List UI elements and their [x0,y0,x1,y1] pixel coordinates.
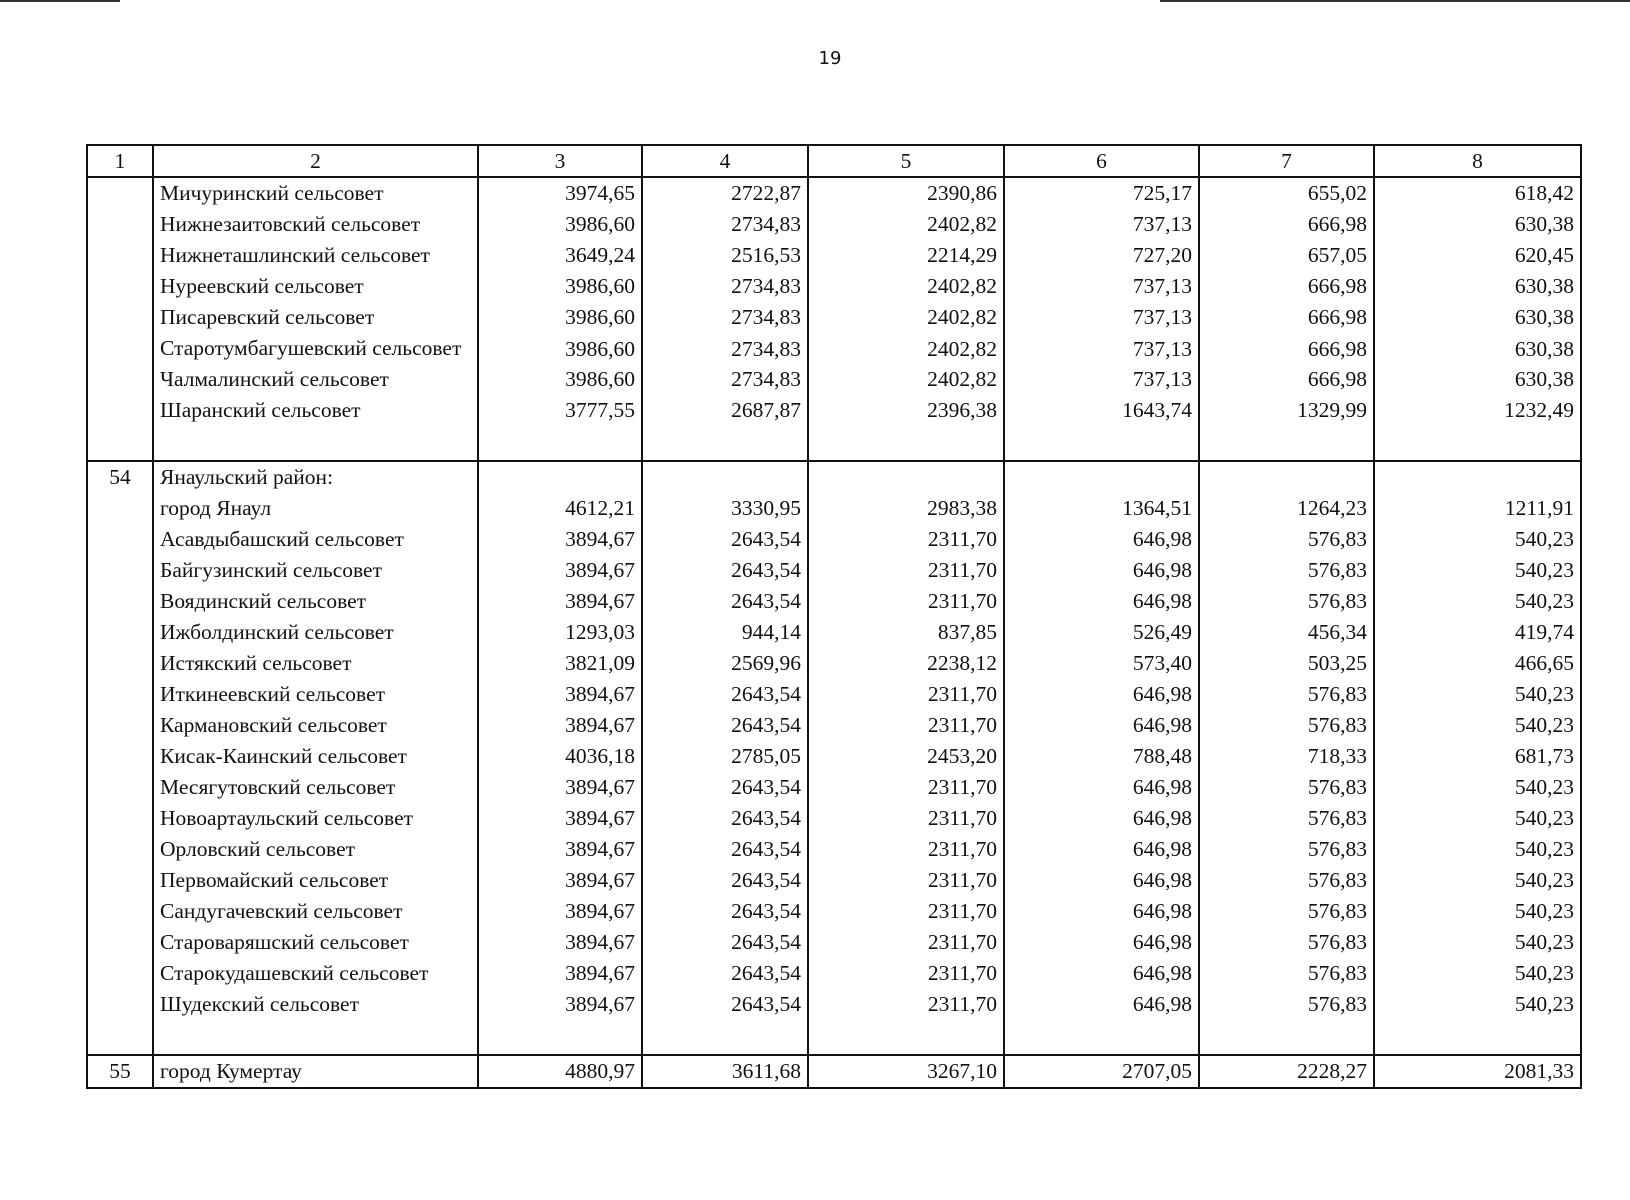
spacer-cell [153,1020,478,1055]
spacer-cell [87,1020,153,1055]
table-row [87,364,1581,395]
value-col-5: 837,85 [808,617,1004,648]
row-name: город Янаул [153,493,478,524]
value-col-7: 576,83 [1199,927,1374,958]
row-index [87,177,153,209]
value-col-3: 3894,67 [478,927,642,958]
value-col-3: 3894,67 [478,772,642,803]
row-name: Чалмалинский сельсовет [153,364,478,395]
row-index [87,364,153,395]
value-col-8: 630,38 [1374,364,1581,395]
spacer-cell [1374,426,1581,461]
table-row [87,177,1581,209]
value-col-4: 2785,05 [642,741,808,772]
value-col-7: 576,83 [1199,989,1374,1020]
value-col-6: 788,48 [1004,741,1199,772]
table-row [87,586,1581,617]
value-col-8: 630,38 [1374,209,1581,240]
row-index [87,989,153,1020]
value-col-5: 2311,70 [808,555,1004,586]
value-col-3: 3894,67 [478,710,642,741]
value-col-5: 2402,82 [808,364,1004,395]
spacer-cell [1004,1020,1199,1055]
row-name: Нижнезаитовский сельсовет [153,209,478,240]
spacer-cell [642,426,808,461]
value-col-3: 3894,67 [478,524,642,555]
value-col-6: 737,13 [1004,364,1199,395]
value-col-7: 576,83 [1199,958,1374,989]
value-col-5: 2311,70 [808,772,1004,803]
value-col-8: 540,23 [1374,958,1581,989]
table-row [87,989,1581,1020]
value-col-8: 540,23 [1374,710,1581,741]
value-col-7: 576,83 [1199,679,1374,710]
row-index [87,617,153,648]
top-edge-line-right [1160,0,1630,2]
value-col-4: 944,14 [642,617,808,648]
value-col-6: 646,98 [1004,710,1199,741]
table-row [87,617,1581,648]
value-col-3: 3894,67 [478,555,642,586]
data-table [86,144,1582,1089]
row-index [87,209,153,240]
value-col-6: 646,98 [1004,524,1199,555]
table-row [87,271,1581,302]
value-col-6: 573,40 [1004,648,1199,679]
value-col-5: 2402,82 [808,209,1004,240]
value-col-8: 1232,49 [1374,395,1581,426]
value-col-7: 666,98 [1199,271,1374,302]
row-name: Мичуринский сельсовет [153,177,478,209]
value-col-3: 3974,65 [478,177,642,209]
row-index [87,240,153,271]
value-col-4: 2734,83 [642,271,808,302]
row-index [87,803,153,834]
table-row [87,834,1581,865]
value-col-4: 2643,54 [642,958,808,989]
row-index [87,555,153,586]
spacer-cell [153,426,478,461]
value-col-4: 2643,54 [642,989,808,1020]
value-col-6: 727,20 [1004,240,1199,271]
value-col-3: 3649,24 [478,240,642,271]
value-col-3: 3894,67 [478,803,642,834]
value-col-8: 540,23 [1374,834,1581,865]
table-row [87,958,1581,989]
spacer-row [87,1020,1581,1055]
value-col-8: 618,42 [1374,177,1581,209]
value-col-8: 620,45 [1374,240,1581,271]
row-index [87,710,153,741]
value-col-8: 630,38 [1374,302,1581,333]
row-index [87,679,153,710]
value-col-4: 2643,54 [642,865,808,896]
table-row [87,209,1581,240]
row-name: Кармановский сельсовет [153,710,478,741]
value-col-7: 1264,23 [1199,493,1374,524]
value-col-5: 2311,70 [808,679,1004,710]
value-col-3: 4036,18 [478,741,642,772]
value-col-6: 646,98 [1004,896,1199,927]
value-col-5: 2311,70 [808,865,1004,896]
value-col-6: 646,98 [1004,586,1199,617]
value-col-5: 2402,82 [808,302,1004,333]
value-col-6: 725,17 [1004,177,1199,209]
row-index [87,958,153,989]
value-col-3: 3986,60 [478,209,642,240]
value-col-7: 666,98 [1199,333,1374,364]
page-number: 19 [818,48,842,69]
value-col-4: 2734,83 [642,364,808,395]
value-col-3 [478,461,642,493]
value-col-6: 646,98 [1004,679,1199,710]
value-col-8: 466,65 [1374,648,1581,679]
row-name: Нуреевский сельсовет [153,271,478,302]
value-col-4: 3330,95 [642,493,808,524]
row-name: Асавдыбашский сельсовет [153,524,478,555]
value-col-7: 576,83 [1199,896,1374,927]
header-col-7: 7 [1199,145,1374,177]
value-col-8: 540,23 [1374,679,1581,710]
row-index: 55 [87,1055,153,1088]
table-row [87,1055,1581,1088]
value-col-5: 2238,12 [808,648,1004,679]
table-row [87,493,1581,524]
value-col-5: 2311,70 [808,803,1004,834]
value-col-5: 2311,70 [808,989,1004,1020]
value-col-3: 4612,21 [478,493,642,524]
value-col-3: 3894,67 [478,958,642,989]
value-col-6: 2707,05 [1004,1055,1199,1088]
row-index [87,648,153,679]
value-col-4: 2516,53 [642,240,808,271]
value-col-3: 3821,09 [478,648,642,679]
value-col-8: 540,23 [1374,524,1581,555]
value-col-7: 666,98 [1199,364,1374,395]
value-col-4: 3611,68 [642,1055,808,1088]
value-col-4: 2643,54 [642,586,808,617]
value-col-6: 737,13 [1004,209,1199,240]
row-index [87,772,153,803]
row-name: Первомайский сельсовет [153,865,478,896]
value-col-6: 737,13 [1004,271,1199,302]
value-col-4: 2643,54 [642,772,808,803]
value-col-8: 540,23 [1374,772,1581,803]
value-col-8: 540,23 [1374,865,1581,896]
row-name: Нижнеташлинский сельсовет [153,240,478,271]
row-name: Писаревский сельсовет [153,302,478,333]
value-col-8: 540,23 [1374,586,1581,617]
value-col-3: 3894,67 [478,679,642,710]
value-col-3: 3986,60 [478,302,642,333]
value-col-7: 576,83 [1199,803,1374,834]
table-row [87,772,1581,803]
table-row [87,896,1581,927]
table-body [87,177,1581,1088]
value-col-4: 2722,87 [642,177,808,209]
value-col-7: 576,83 [1199,865,1374,896]
value-col-6: 646,98 [1004,865,1199,896]
value-col-5: 2311,70 [808,834,1004,865]
row-index [87,865,153,896]
value-col-7: 657,05 [1199,240,1374,271]
value-col-3: 1293,03 [478,617,642,648]
value-col-6: 646,98 [1004,834,1199,865]
header-col-1: 1 [87,145,153,177]
table-row [87,927,1581,958]
value-col-3: 3894,67 [478,834,642,865]
value-col-4: 2734,83 [642,333,808,364]
value-col-7: 503,25 [1199,648,1374,679]
spacer-cell [808,426,1004,461]
header-col-4: 4 [642,145,808,177]
value-col-8: 2081,33 [1374,1055,1581,1088]
value-col-6 [1004,461,1199,493]
table-row [87,555,1581,586]
row-name: Старотумбагушевский сельсовет [153,333,478,364]
value-col-6: 1643,74 [1004,395,1199,426]
table-row [87,648,1581,679]
value-col-8: 540,23 [1374,803,1581,834]
value-col-4 [642,461,808,493]
value-col-6: 646,98 [1004,989,1199,1020]
value-col-7: 2228,27 [1199,1055,1374,1088]
value-col-8: 540,23 [1374,555,1581,586]
row-name: Орловский сельсовет [153,834,478,865]
value-col-5: 2311,70 [808,586,1004,617]
value-col-5: 2214,29 [808,240,1004,271]
row-name: Шудекский сельсовет [153,989,478,1020]
value-col-4: 2734,83 [642,302,808,333]
row-name: Старокудашевский сельсовет [153,958,478,989]
value-col-7: 576,83 [1199,586,1374,617]
table-row [87,240,1581,271]
header-col-8: 8 [1374,145,1581,177]
value-col-4: 2643,54 [642,927,808,958]
value-col-8: 630,38 [1374,333,1581,364]
row-name: Воядинский сельсовет [153,586,478,617]
value-col-4: 2643,54 [642,834,808,865]
row-index [87,333,153,364]
value-col-8: 419,74 [1374,617,1581,648]
value-col-4: 2643,54 [642,896,808,927]
value-col-7: 666,98 [1199,209,1374,240]
value-col-4: 2643,54 [642,524,808,555]
value-col-5: 2311,70 [808,524,1004,555]
row-index [87,741,153,772]
header-col-6: 6 [1004,145,1199,177]
value-col-6: 737,13 [1004,333,1199,364]
table-row [87,710,1581,741]
table-row [87,865,1581,896]
spacer-cell [808,1020,1004,1055]
value-col-3: 3986,60 [478,271,642,302]
value-col-7: 576,83 [1199,834,1374,865]
spacer-cell [1199,426,1374,461]
row-index [87,524,153,555]
value-col-5 [808,461,1004,493]
value-col-3: 3894,67 [478,989,642,1020]
header-col-3: 3 [478,145,642,177]
value-col-5: 2402,82 [808,271,1004,302]
value-col-7: 718,33 [1199,741,1374,772]
row-index [87,271,153,302]
value-col-4: 2643,54 [642,803,808,834]
row-name: Истякский сельсовет [153,648,478,679]
value-col-5: 2396,38 [808,395,1004,426]
value-col-6: 1364,51 [1004,493,1199,524]
value-col-7: 456,34 [1199,617,1374,648]
value-col-5: 2311,70 [808,958,1004,989]
row-name: город Кумертау [153,1055,478,1088]
row-name: Иткинеевский сельсовет [153,679,478,710]
table-row [87,679,1581,710]
value-col-7: 576,83 [1199,772,1374,803]
value-col-6: 646,98 [1004,772,1199,803]
value-col-3: 3894,67 [478,896,642,927]
row-name: Янаульский район: [153,461,478,493]
value-col-5: 2402,82 [808,333,1004,364]
row-name: Сандугачевский сельсовет [153,896,478,927]
table-row [87,333,1581,364]
row-index: 54 [87,461,153,493]
value-col-4: 2643,54 [642,679,808,710]
value-col-4: 2734,83 [642,209,808,240]
value-col-5: 2311,70 [808,927,1004,958]
header-col-2: 2 [153,145,478,177]
value-col-7: 666,98 [1199,302,1374,333]
value-col-8: 1211,91 [1374,493,1581,524]
value-col-7: 655,02 [1199,177,1374,209]
value-col-3: 3986,60 [478,364,642,395]
value-col-4: 2569,96 [642,648,808,679]
header-row [87,145,1581,177]
value-col-8: 540,23 [1374,896,1581,927]
row-index [87,896,153,927]
table-row [87,741,1581,772]
spacer-cell [87,426,153,461]
table-row [87,395,1581,426]
spacer-cell [1004,426,1199,461]
value-col-4: 2687,87 [642,395,808,426]
row-name: Шаранский сельсовет [153,395,478,426]
table-row [87,803,1581,834]
row-name: Байгузинский сельсовет [153,555,478,586]
row-index [87,395,153,426]
value-col-6: 646,98 [1004,958,1199,989]
value-col-6: 526,49 [1004,617,1199,648]
spacer-row [87,426,1581,461]
value-col-3: 4880,97 [478,1055,642,1088]
value-col-5: 2311,70 [808,896,1004,927]
value-col-8: 540,23 [1374,927,1581,958]
value-col-4: 2643,54 [642,555,808,586]
value-col-5: 3267,10 [808,1055,1004,1088]
spacer-cell [478,1020,642,1055]
value-col-7: 576,83 [1199,524,1374,555]
row-name: Новоартаульский сельсовет [153,803,478,834]
value-col-3: 3777,55 [478,395,642,426]
value-col-3: 3986,60 [478,333,642,364]
value-col-5: 2390,86 [808,177,1004,209]
value-col-8 [1374,461,1581,493]
row-name: Кисак-Каинский сельсовет [153,741,478,772]
value-col-4: 2643,54 [642,710,808,741]
value-col-6: 646,98 [1004,555,1199,586]
spacer-cell [1199,1020,1374,1055]
value-col-8: 630,38 [1374,271,1581,302]
row-index [87,834,153,865]
value-col-7 [1199,461,1374,493]
row-name: Староваряшский сельсовет [153,927,478,958]
value-col-3: 3894,67 [478,865,642,896]
table-row [87,524,1581,555]
row-index [87,493,153,524]
value-col-6: 737,13 [1004,302,1199,333]
value-col-8: 681,73 [1374,741,1581,772]
value-col-7: 1329,99 [1199,395,1374,426]
row-index [87,927,153,958]
value-col-8: 540,23 [1374,989,1581,1020]
value-col-5: 2311,70 [808,710,1004,741]
row-name: Месягутовский сельсовет [153,772,478,803]
spacer-cell [478,426,642,461]
row-name: Ижболдинский сельсовет [153,617,478,648]
value-col-7: 576,83 [1199,710,1374,741]
value-col-5: 2983,38 [808,493,1004,524]
row-index [87,302,153,333]
top-edge-line-left [0,0,120,2]
value-col-3: 3894,67 [478,586,642,617]
spacer-cell [642,1020,808,1055]
spacer-cell [1374,1020,1581,1055]
row-index [87,586,153,617]
table-row [87,302,1581,333]
value-col-6: 646,98 [1004,803,1199,834]
value-col-5: 2453,20 [808,741,1004,772]
value-col-7: 576,83 [1199,555,1374,586]
header-col-5: 5 [808,145,1004,177]
value-col-6: 646,98 [1004,927,1199,958]
section-header-row [87,461,1581,493]
